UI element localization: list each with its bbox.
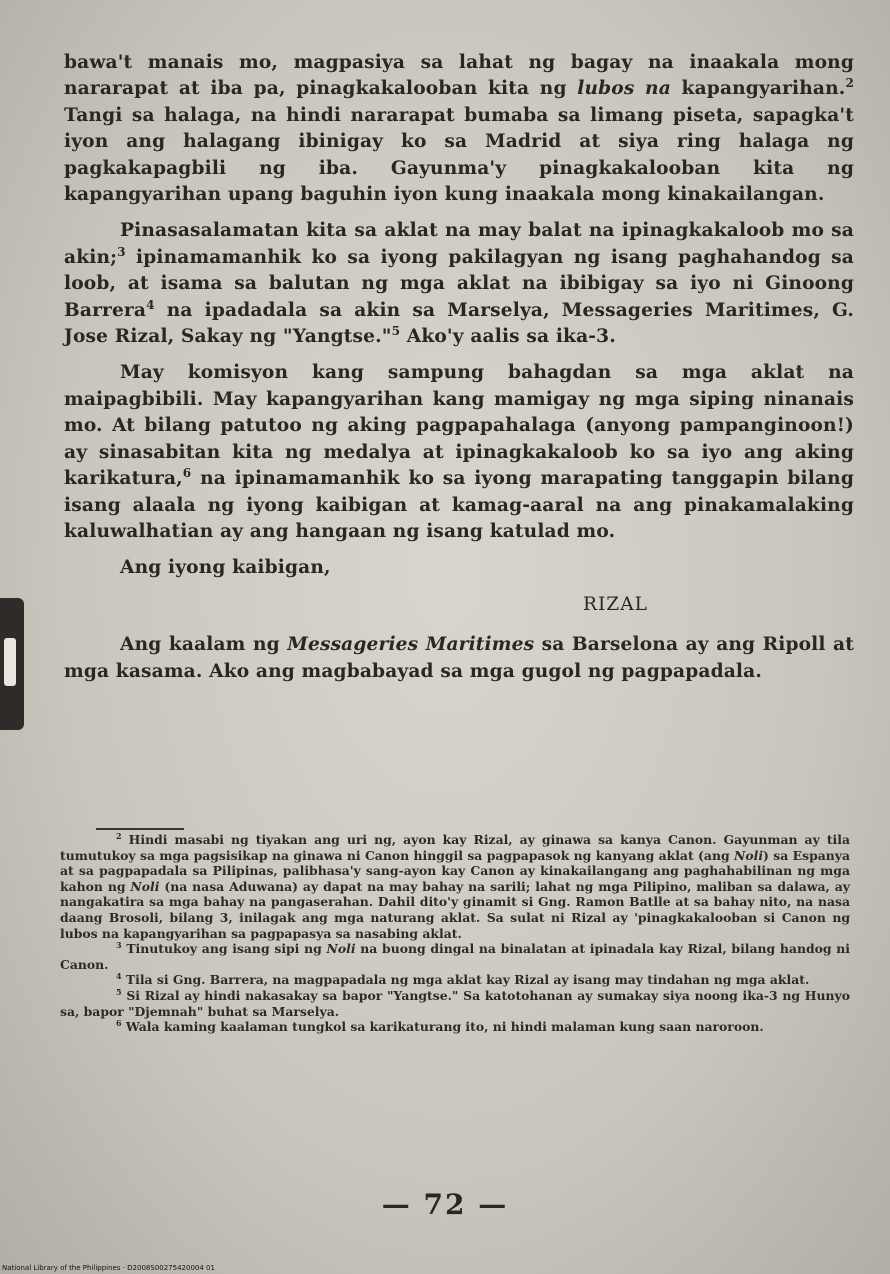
italic-span: Noli xyxy=(326,941,356,957)
text-span: kapangyarihan. xyxy=(670,78,846,100)
paragraph-3 xyxy=(64,360,854,545)
footnote-5 xyxy=(60,988,850,1019)
footnote-number: 5 xyxy=(116,986,122,997)
footnote-2 xyxy=(60,832,850,941)
paragraph-1 xyxy=(64,50,854,208)
footnote-marker: 5 xyxy=(391,323,401,338)
footnote-rule xyxy=(96,828,184,830)
italic-span: Noli xyxy=(130,878,160,894)
text-span: Tinutukoy ang isang sipi ng xyxy=(121,941,327,957)
text-span: na buong dingal na binalatan at ipinadala kay Rizal, bilang handog ni Canon. xyxy=(60,941,850,972)
footnote-marker: 6 xyxy=(182,465,192,480)
letter-body xyxy=(64,50,854,695)
footnotes xyxy=(60,832,850,1035)
italic-span: Messageries Maritimes xyxy=(287,634,535,656)
postscript-paragraph xyxy=(64,632,854,685)
paragraph-2 xyxy=(64,218,854,350)
closing-line: Ang iyong kaibigan, xyxy=(120,557,331,579)
text-span: ipinamamanhik ko sa iyong pakilagyan ng isang paghahandog sa loob, at isama sa balutan ng mga aklat na ibibigay sa iyo ni Ginoong Barrera xyxy=(64,246,854,321)
footnote-marker: 3 xyxy=(117,244,126,259)
italic-span: lubos na xyxy=(577,78,671,100)
footnote-6 xyxy=(60,1019,850,1035)
text-span: na ipinamamanhik ko sa iyong marapating tanggapin bilang isang alaala ng iyong kaibigan at kamag-aaral na ang pinakamalaking kaluwalhatian ay ang hangaan ng isang katulad mo. xyxy=(64,468,854,542)
text-span: sa Barselona ay ang Ripoll at mga kasama. Ako ang magbabayad sa mga gugol ng pagpapadala. xyxy=(64,634,854,682)
text-span: Wala kaming kaalaman tungkol sa karikaturang ito, ni hindi malaman kung saan naroroon. xyxy=(121,1019,764,1035)
text-span: na ipadadala sa akin sa Marselya, Messageries Maritimes, G. Jose Rizal, Sakay ng "Yangtse." xyxy=(64,299,854,348)
signature: RIZAL xyxy=(582,593,648,615)
footnote-number: 3 xyxy=(116,940,122,951)
footnote-4 xyxy=(60,972,850,988)
text-span: ) sa Espanya at sa pagpapadala sa Pilipinas, palibhasa'y sang-ayon kay Canon ay kinakailangang ang paghahabilinan ng mga kahon ng xyxy=(60,847,851,894)
footnote-marker: 2 xyxy=(845,76,854,91)
italic-span: Noli xyxy=(734,847,764,863)
footnote-number: 2 xyxy=(116,830,122,841)
text-span: (na nasa Aduwana) ay dapat na may bahay na sarili; lahat ng mga Pilipino, maliban sa dalawa, ay nangakatira sa mga bahay na pangaserahan. Dahil dito'y ginamit si Gng. Ramon Batlle at sa bahay nito, na nasa daang Brosoli, bilang 3, inilagak ang mga naturang aklat. Sa sulat ni Rizal ay 'pinagkakalooban si Canon ng lubos na kapangyarihan sa pagpapasya sa nasabing aklat. xyxy=(60,878,850,941)
footnote-number: 4 xyxy=(116,971,122,982)
text-span: Si Rizal ay hindi nakasakay sa bapor "Yangtse." Sa katotohanan ay sumakay siya noong ika-3 ng Hunyo sa, bapor "Djemnah" buhat sa Marselya. xyxy=(60,987,850,1019)
text-span: May komisyon kang sampung bahagdan sa mga aklat na maipagbibili. May kapangyarihan kang mamigay ng mga siping ninanais mo. At bilang patutoo ng aking pagpapahalaga (anyong pampanginoon!) ay sinasabitan kita ng medalya at ipinagkakaloob ko sa iyo ang aking karikatura, xyxy=(64,362,854,490)
footnote-marker: 4 xyxy=(146,297,155,312)
text-span: Ang kaalam ng xyxy=(120,634,288,656)
scan-credit: National Library of the Philippines · D2008S00275420004 01 xyxy=(2,1264,215,1272)
text-span: Hindi masabi ng tiyakan ang uri ng, ayon kay Rizal, ay ginawa sa kanya Canon. Gayunman ay tila tumutukoy sa mga pagsisikap na ginawa ni Canon hinggil sa pagpapasok ng kanyang aklat (ang xyxy=(60,832,850,863)
text-span: Pinasasalamatan kita sa aklat na may balat na ipinagkakaloob mo sa akin; xyxy=(64,220,854,268)
page-edge-tab xyxy=(0,598,24,730)
text-span: Tila si Gng. Barrera, na magpapadala ng mga aklat kay Rizal ay isang may tindahan ng mga aklat. xyxy=(121,972,810,988)
text-span: Tangi sa halaga, na hindi nararapat bumaba sa limang piseta, sapagka't iyon ang halagang ibinigay ko sa Madrid at siya ring halaga ng pagkakapagbili ng iba. Gayunma'y pinagkakalooban kita ng kapangyarihan upang baguhin iyon kung inaakala mong kinakailangan. xyxy=(64,104,854,206)
page-number: — 72 — xyxy=(381,1188,509,1221)
footnote-number: 6 xyxy=(116,1018,122,1028)
footnote-3 xyxy=(60,941,850,972)
text-span: bawa't manais mo, magpasiya sa lahat ng bagay na inaakala mong nararapat at iba pa, pinagkakalooban kita ng xyxy=(64,52,854,100)
text-span: Ako'y aalis sa ika-3. xyxy=(400,326,616,348)
